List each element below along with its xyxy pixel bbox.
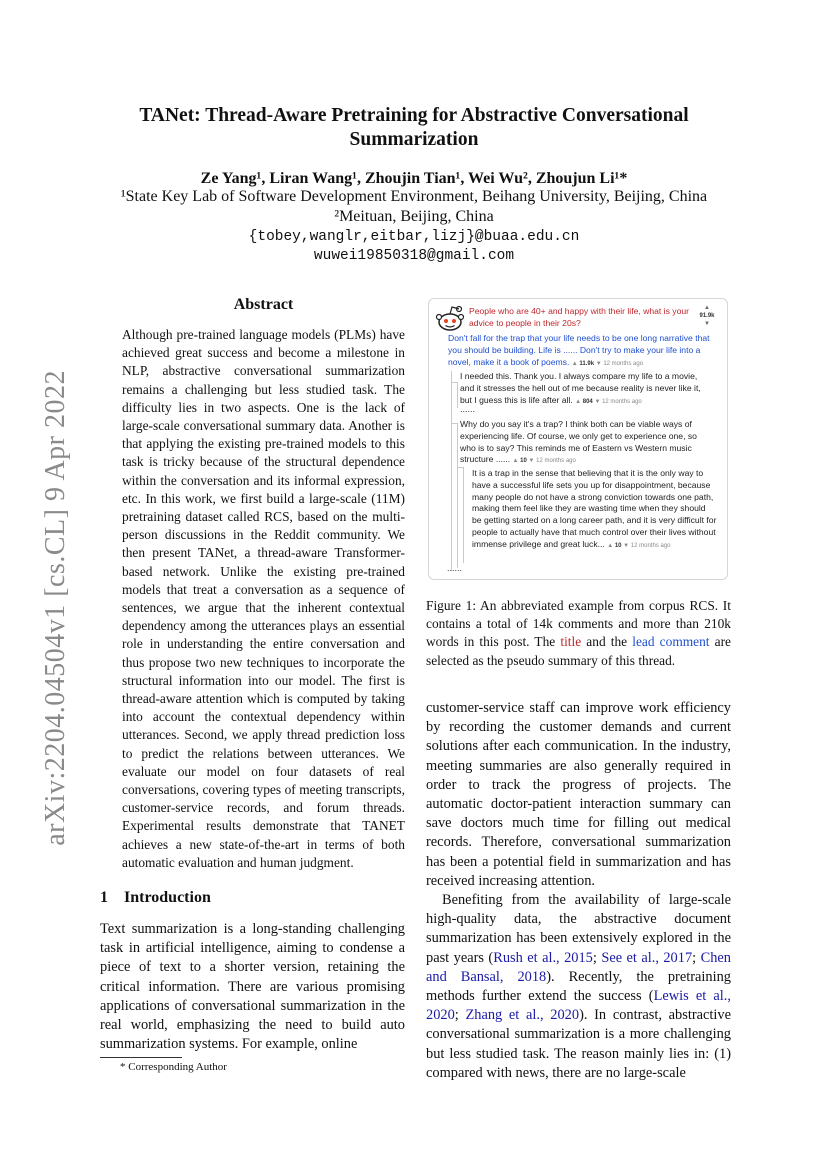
downvote-arrow-icon: ▼ [704,321,710,327]
reply-2-text: Why do you say it's a trap? I think both can be viable ways of experiencing life. Of course, we only get to experience one, so who is to say? This reminds me of Eastern vs Western music structure ...... [460,419,697,465]
reply-3-time: 12 months ago [630,542,671,549]
reply-2-score: 10 [520,458,527,465]
author-emails: {tobey,wanglr,eitbar,lizj}@buaa.edu.cn [248,229,580,245]
reply-3 [472,468,717,553]
lead-comment-text: Don't fall for the trap that your life needs to be one long narrative that you should be building. Life is ...... Don't try to make your life into a novel, make it a book of poems. [448,333,710,367]
affiliation-1: ¹State Key Lab of Software Development Environment, Beihang University, Beijing, China [120,188,708,205]
thread-hook-reply2 [451,423,457,424]
abstract-text: Although pre-trained language models (PLMs) have achieved great success and become a milestone in NLP, abstractive conversational summarization remains a challenging but less studied task. The difficulty lies in two aspects. One is the lack of large-scale conversational summary data. Another is that applying the existing pre-trained models to this task is tricky because of the structural dependence within the conversation and its informal expression, etc. In this work, we first build a large-scale (11M) pretraining dataset called RCS, based on the multi-person discussions in the Reddit community. We then present TANet, a thread-aware Transformer-based network. Unlike the existing pre-trained models that treat a conversation as a sequence of sentences, we argue that the inherent contextual dependency among the utterances plays an essential role in understanding the entire conversation and thus propose two new techniques to incorporate the structural information into our model. The first is thread-aware attention which is computed by taking into account the contextual dependency within utterances. Second, we apply thread prediction loss to predict the relations between utterances. We evaluate our model on four datasets of real conversations, covering types of meeting transcripts, customer-service records, and forum threads. Experimental results demonstrate that TANET achieves a new state-of-the-art in terms of both automatic evaluation and human judgment. [122,327,405,870]
title-line-2: Summarization [349,129,479,150]
thread-hook-reply1 [451,382,457,383]
reply-3-text: It is a trap in the sense that believing that it is the only way to have a successful life sets you up for disappointment, because many people do not have a strong conviction towards one path, making them feel like they are wasting time when they should be getting started on a long career path, and it is very difficult for people to actually have that much control over their lives without immense privilege and great luck... [472,468,717,549]
paper-title [80,104,748,152]
lead-comment-score: 11.9k [579,360,595,367]
section-heading-introduction [100,889,211,907]
downvote-arrow-icon: ▼ [623,542,630,549]
lead-comment-time: 12 months ago [603,360,644,367]
reddit-logo-icon [435,305,465,333]
thread-line-reply3 [463,467,464,563]
upvote-arrow-icon: ▲ [607,542,614,549]
thread-line-level-1 [451,371,452,571]
intro-right-2-text-c: ). In contrast, abstractive conversational summarization is a more challenging but less studied task. The reason mainly lies in: (1) compared with news, there are no large-scale [426,1007,731,1081]
arxiv-sidebar [10,370,70,870]
downvote-arrow-icon: ▼ [594,398,601,405]
title-line-1: TANet: Thread-Aware Pretraining for Abstractive Conversational [139,105,689,126]
intro-right-2-text-b: ). Recently, the pretraining methods further extend the success ( [426,968,731,1005]
reply-1 [460,371,712,408]
lead-comment [448,333,718,370]
lead-comment-meta [572,361,643,367]
intro-paragraph-right-2: Benefiting from the availability of large-scale high-quality data, the abstractive document summarization has been extensively explored in the past years (Rush et al., 2015; See et al., 2017; Chen and Bansal, 2018). Recently, the pretraining methods further extend the success (Lewis et al., 2020; Zhang et al., 2020). In contrast, abstractive conversational summarization is a more challenging but less studied task. The reason mainly lies in: (1) compared with news, there are no large-scale [426,892,731,1081]
arxiv-identifier: arXiv:2204.04504v1 [cs.CL] 9 Apr 2022 [40,370,71,846]
footnote-corresponding-author: * Corresponding Author [120,1061,227,1073]
thread-ellipsis-end: ...... [447,563,463,573]
reply-1-score: 804 [582,398,593,405]
upvote-arrow-icon: ▲ [512,458,519,465]
caption-lead-comment-highlight: lead comment [632,634,710,650]
caption-part-3: are selected as the pseudo summary of this thread. [426,634,731,668]
footnote-rule [100,1057,182,1058]
caption-part-1: Figure 1: An abbreviated example from corpus RCS. It contains a total of 14k comments and more than 210k words in this post. The [426,598,731,650]
citation-zhang-2020[interactable]: Zhang et al., 2020 [465,1007,580,1024]
reply-1-time: 12 months ago [602,398,642,405]
reply-1-text: I needed this. Thank you. I always compare my life to a movie, and it stresses the hell out of me because reality is never like it, but I guess this is life after all. [460,371,701,405]
upvote-arrow-icon: ▲ [704,305,710,311]
abstract-heading: Abstract [233,296,294,313]
downvote-arrow-icon: ▼ [595,360,602,367]
citation-chen-bansal-2018[interactable]: Chen and Bansal, 2018 [426,949,731,985]
author-email-2: wuwei19850318@gmail.com [313,248,515,264]
post-vote-widget [697,304,717,328]
thread-line-reply2 [457,423,458,568]
affiliation-2: ²Meituan, Beijing, China [334,208,494,225]
section-number: 1 [100,889,108,906]
reply-3-meta [607,543,670,549]
caption-part-2: and the [581,634,633,650]
figure-reddit-thread [428,298,728,580]
reply-3-score: 10 [614,542,622,549]
citation-see-2017[interactable]: See et al., 2017 [601,949,693,966]
intro-paragraph-left: Text summarization is a long-standing challenging task in artificial intelligence, aiming to condense a piece of text to a shorter version, retaining the critical information. There are various promising applications of conversational summarization in the real world, emphasizing the need to build auto summarization systems. For example, online [100,921,405,1053]
post-score: 91.9k [699,313,715,319]
citation-rush-2015[interactable]: Rush et al., 2015 [493,949,593,966]
reply-2-time: 12 months ago [536,458,576,465]
upvote-arrow-icon: ▲ [575,398,582,405]
thread-ellipsis: ...... [460,404,476,414]
upvote-arrow-icon: ▲ [571,360,578,367]
reply-2 [460,419,712,468]
caption-title-highlight: title [560,634,582,650]
thread-line-reply1 [457,382,458,408]
downvote-arrow-icon: ▼ [528,458,535,465]
section-title: Introduction [124,889,211,906]
figure-caption [426,597,731,670]
post-title: People who are 40+ and happy with their life, what is your advice to people in their 20s? [469,306,689,328]
citation-lewis-2020[interactable]: Lewis et al., 2020 [426,988,731,1024]
intro-paragraph-right-1: customer-service staff can improve work efficiency by recording the customer demands and current solutions after each communication. In the industry, meeting summaries are also generally required in order to track the progress of projects. The automatic doctor-patient interaction summary can save doctors much time for filling out medical records. Therefore, conversational summarization has been a potential field in summarization and has received increasing attention. [426,700,731,889]
reply-2-meta [513,458,576,464]
reply-1-meta [575,399,642,405]
author-list: Ze Yang¹, Liran Wang¹, Zhoujin Tian¹, Wei Wu², Zhoujun Li¹* [200,170,628,187]
intro-right-2-text-a: Benefiting from the availability of large-scale high-quality data, the abstractive document summarization has been extensively explored in the past years ( [426,892,731,966]
